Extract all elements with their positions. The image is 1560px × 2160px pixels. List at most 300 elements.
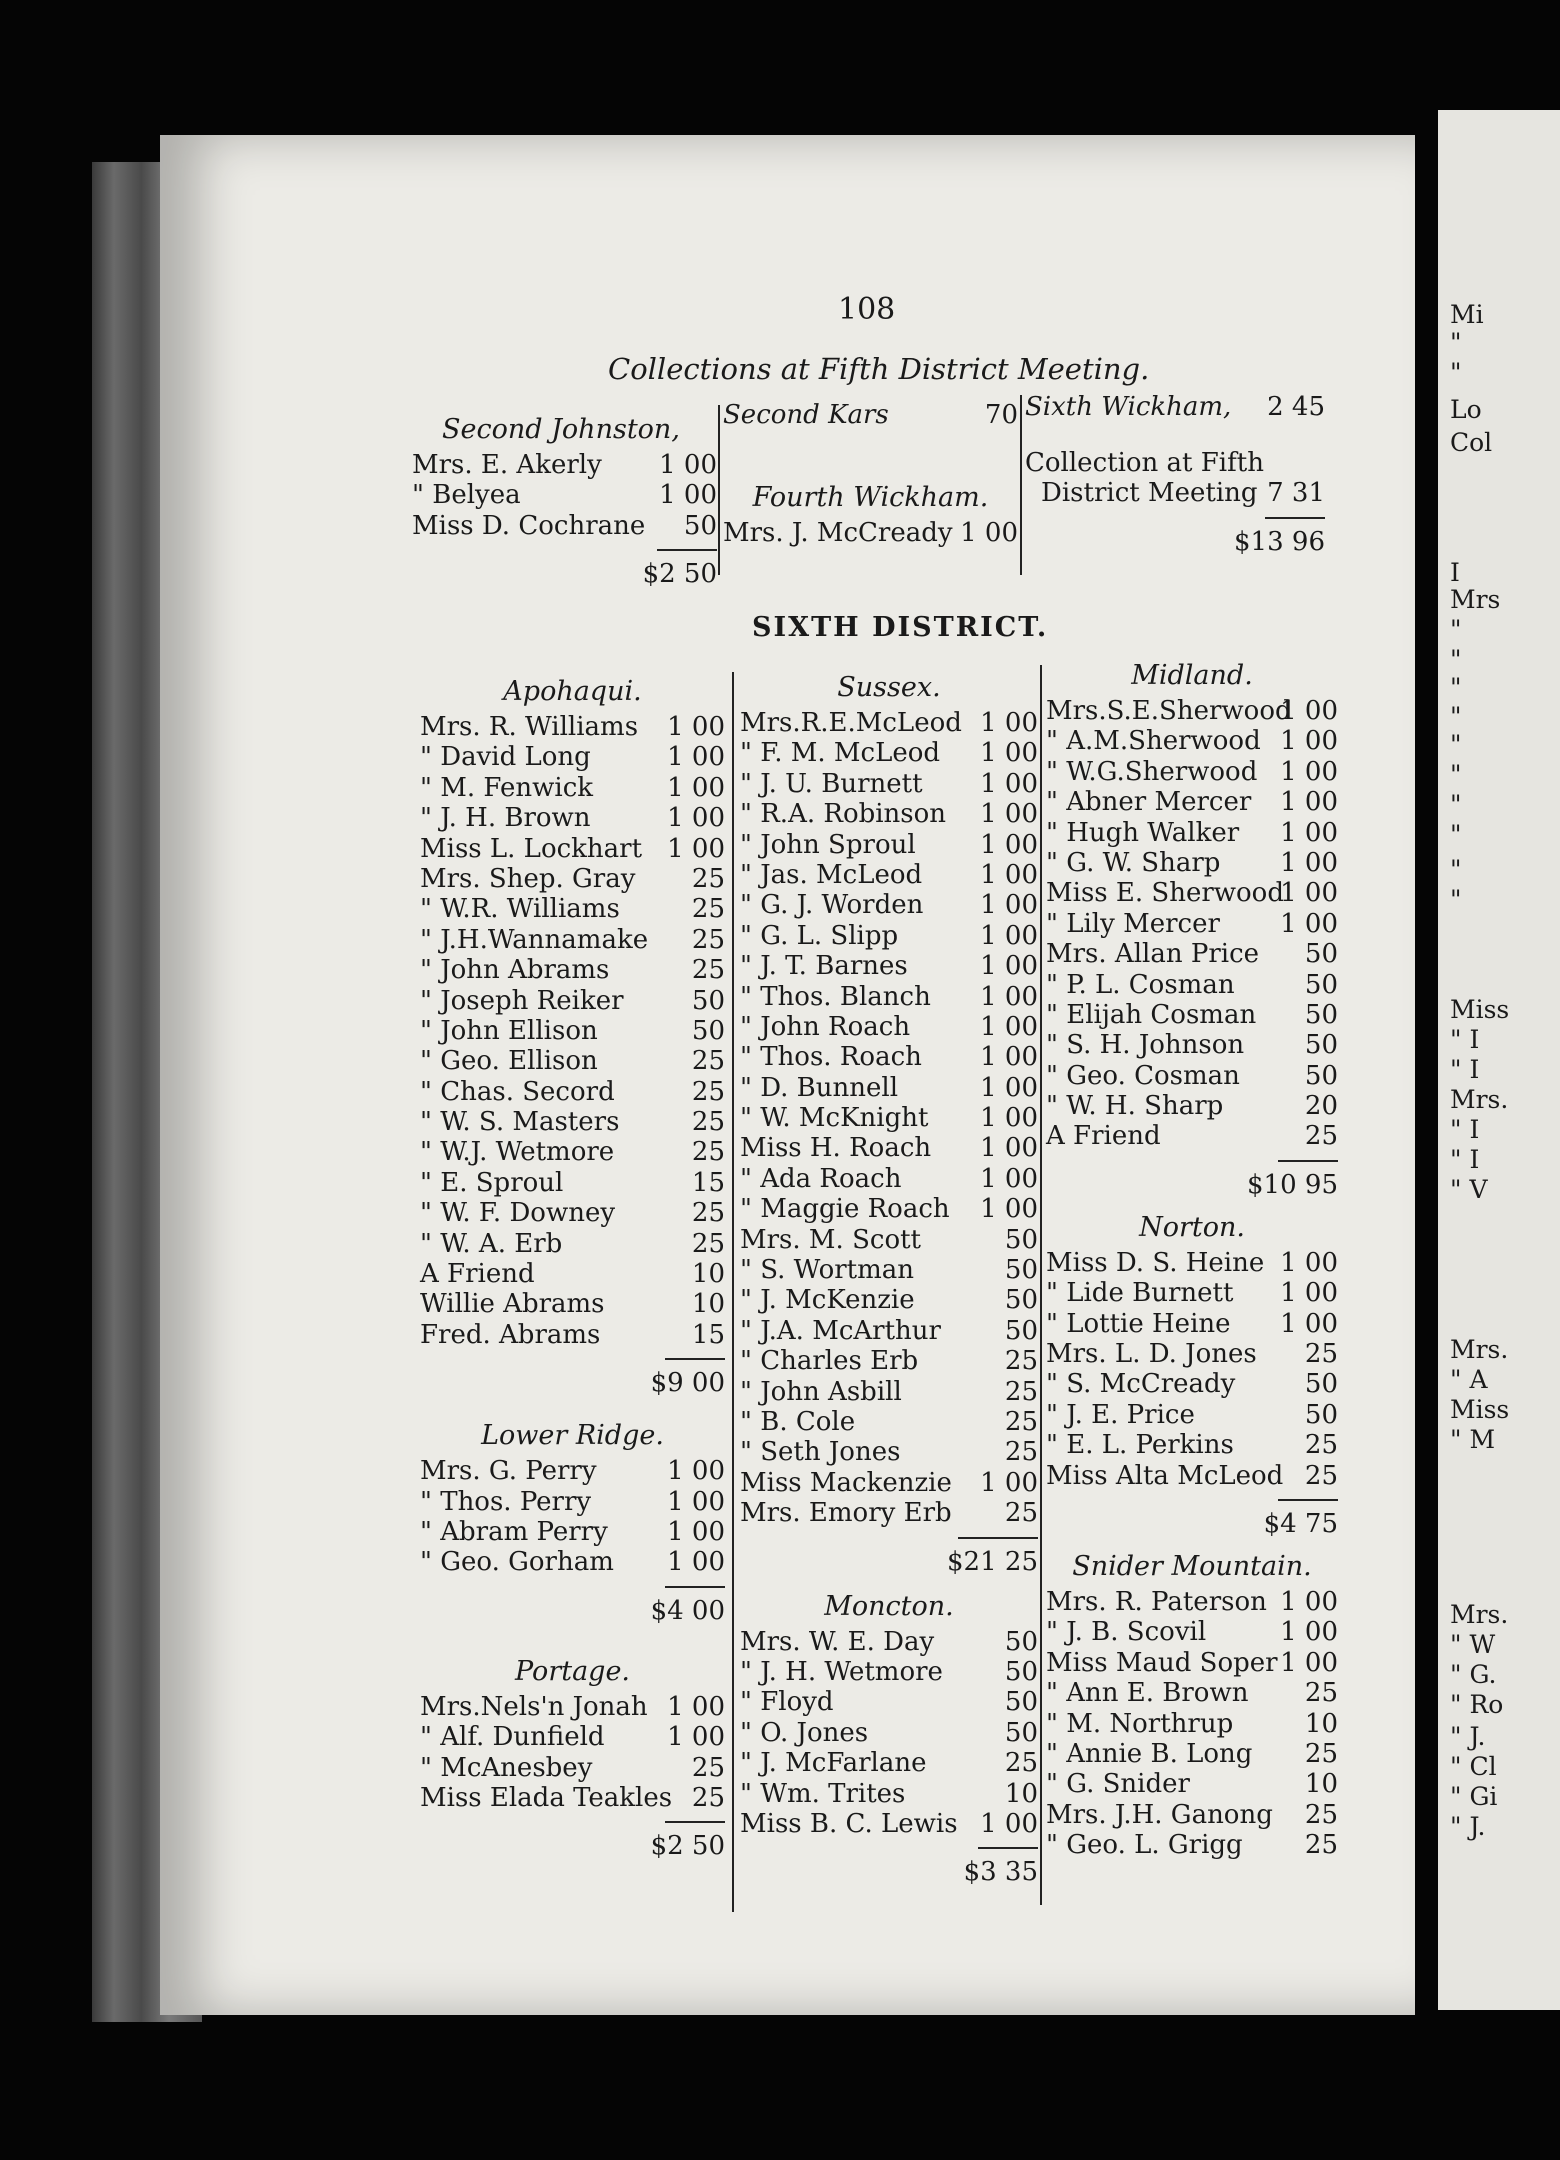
contributor-name: " Thos. Blanch <box>740 981 931 1012</box>
next-page-fragment: " J. <box>1450 1722 1486 1751</box>
entry-row <box>420 864 725 894</box>
entry-row <box>420 955 725 985</box>
lower-ridge-total <box>420 1586 725 1630</box>
entry-row <box>740 1468 1038 1498</box>
next-page-fragment: " <box>1450 328 1462 357</box>
entry-row <box>1046 1800 1338 1830</box>
contributor-name: Miss Mackenzie <box>740 1467 952 1498</box>
entry-row <box>1046 878 1338 908</box>
contribution-amount: 1 00 <box>659 480 717 511</box>
entry-row <box>740 1103 1038 1133</box>
next-page-fragment: Col <box>1450 428 1493 457</box>
contribution-amount: 50 <box>1004 1717 1038 1748</box>
total-amount: $4 75 <box>1263 1508 1338 1539</box>
contributor-name: " John Sproul <box>740 829 916 860</box>
contributor-name: " Charles Erb <box>740 1346 919 1377</box>
section-sixth-wickham <box>1025 392 1325 561</box>
entry-row <box>740 1285 1038 1315</box>
entry-row <box>1046 1278 1338 1308</box>
entry-row <box>1046 1309 1338 1339</box>
next-page-fragment: " A <box>1450 1365 1488 1394</box>
contributor-name: " Floyd <box>740 1687 834 1718</box>
contribution-amount: 25 <box>691 1752 725 1783</box>
contribution-amount: 50 <box>1004 1626 1038 1657</box>
contributor-name: " J. H. Wetmore <box>740 1656 943 1687</box>
section-title-portage: Portage. <box>514 1655 631 1687</box>
entry-row <box>740 1073 1038 1103</box>
contribution-amount: 25 <box>1304 1799 1338 1830</box>
contributor-name: " G. J. Worden <box>740 890 924 921</box>
contribution-amount: 1 00 <box>960 518 1018 548</box>
entry-row <box>420 1783 725 1813</box>
column-left <box>420 672 725 1865</box>
entry-row <box>740 1377 1038 1407</box>
contribution-amount: 1 00 <box>1280 878 1338 909</box>
next-page-fragment: " <box>1450 615 1462 644</box>
entry-row <box>1046 1678 1338 1708</box>
contributor-name: " E. Sproul <box>420 1167 564 1198</box>
next-page-fragment: " Ro <box>1450 1690 1504 1719</box>
contributor-name: " G. L. Slipp <box>740 920 899 951</box>
contributor-name: " J.H.Wannamake <box>420 924 649 955</box>
entry-row <box>740 1437 1038 1467</box>
collection-amount: 7 31 <box>1267 478 1325 509</box>
entry-row <box>740 799 1038 829</box>
contributor-name: " Geo. Ellison <box>420 1046 598 1077</box>
next-page-fragment: Miss <box>1450 1395 1510 1424</box>
contributor-name: " J. H. Brown <box>420 803 591 834</box>
contributor-name: " S. McCready <box>1046 1369 1236 1400</box>
contributor-name: " E. L. Perkins <box>1046 1430 1234 1461</box>
contributor-name: " Ada Roach <box>740 1163 902 1194</box>
contribution-amount: 15 <box>691 1319 725 1350</box>
contribution-amount: 1 00 <box>980 829 1038 860</box>
next-page-fragment: " <box>1450 885 1462 914</box>
contributor-name: " Maggie Roach <box>740 1194 950 1225</box>
contributor-name: Miss D. Cochrane <box>412 510 646 541</box>
contribution-amount: 50 <box>1004 1687 1038 1718</box>
next-page-fragment: " <box>1450 645 1462 674</box>
contribution-amount: 50 <box>1004 1255 1038 1286</box>
next-page-fragment: " <box>1450 760 1462 789</box>
next-page-fragment: Mrs <box>1450 585 1501 614</box>
next-page-fragment: " <box>1450 358 1462 387</box>
contributor-name: " W.R. Williams <box>420 894 620 925</box>
contributor-name: " Belyea <box>412 480 521 511</box>
page-number: 108 <box>838 292 896 327</box>
contribution-amount: 1 00 <box>1280 1647 1338 1678</box>
contributor-name: " W. H. Sharp <box>1046 1091 1224 1122</box>
contribution-amount: 1 00 <box>980 768 1038 799</box>
entry-row <box>740 890 1038 920</box>
entry-row <box>420 712 725 742</box>
entry-row <box>740 860 1038 890</box>
contributor-name: " Elijah Cosman <box>1046 999 1257 1030</box>
entry-row <box>420 742 725 772</box>
contributor-name: " B. Cole <box>740 1406 856 1437</box>
entry-row <box>740 1809 1038 1839</box>
entry-row <box>420 1722 725 1752</box>
section-title: Second Johnston, <box>442 414 680 445</box>
contribution-amount: 25 <box>691 1076 725 1107</box>
column-rule <box>1040 665 1042 1905</box>
contribution-amount: 50 <box>691 985 725 1016</box>
section-title-midland: Midland. <box>1131 660 1253 691</box>
entry-row <box>412 511 717 541</box>
contributor-name: " David Long <box>420 742 591 773</box>
contributor-name: " John Ellison <box>420 1015 598 1046</box>
contribution-amount: 10 <box>1004 1778 1038 1809</box>
next-page-fragment: Lo <box>1450 395 1482 424</box>
contribution-amount: 1 00 <box>1280 1586 1338 1617</box>
contributor-name: Willie Abrams <box>420 1289 605 1320</box>
entry-row <box>740 708 1038 738</box>
column-right <box>1046 656 1338 1861</box>
contribution-amount: 50 <box>1004 1315 1038 1346</box>
entry-row <box>420 1077 725 1107</box>
contribution-amount: 25 <box>1004 1346 1038 1377</box>
section-title-moncton: Moncton. <box>824 1590 954 1622</box>
contribution-amount: 25 <box>691 1046 725 1077</box>
contribution-amount: 50 <box>1004 1285 1038 1316</box>
total-amount: $2 50 <box>650 1831 725 1862</box>
next-page-edge <box>1438 110 1560 2010</box>
entry-row <box>420 1168 725 1198</box>
contribution-amount: 1 00 <box>980 1163 1038 1194</box>
contribution-amount: 1 00 <box>667 803 725 834</box>
next-page-fragment: " <box>1450 820 1462 849</box>
next-page-fragment: " W <box>1450 1630 1496 1659</box>
contribution-amount: 1 00 <box>1280 1617 1338 1648</box>
entry-row <box>740 951 1038 981</box>
contribution-amount: 1 00 <box>980 738 1038 769</box>
entry-row <box>1046 1030 1338 1060</box>
column-middle <box>740 668 1038 1891</box>
contributor-name: " W. S. Masters <box>420 1107 620 1138</box>
contributor-name: " J. U. Burnett <box>740 768 923 799</box>
contributor-name: " W.G.Sherwood <box>1046 756 1258 787</box>
next-page-fragment: " <box>1450 673 1462 702</box>
contributor-name: " Ann E. Brown <box>1046 1678 1249 1709</box>
next-page-fragment: " J. <box>1450 1812 1486 1841</box>
contributor-name: Mrs.R.E.McLeod <box>740 708 962 738</box>
contribution-amount: 1 00 <box>1280 787 1338 818</box>
entry-row <box>420 1320 725 1350</box>
entry-row <box>420 1547 725 1577</box>
contribution-amount: 25 <box>1304 1339 1338 1370</box>
sussex-total <box>740 1537 1038 1581</box>
contribution-amount: 1 00 <box>980 951 1038 982</box>
contributor-name: " A.M.Sherwood <box>1046 726 1261 757</box>
contributor-name: Mrs. M. Scott <box>740 1224 921 1255</box>
contribution-amount: 25 <box>1004 1437 1038 1468</box>
next-page-fragment: Mi <box>1450 300 1484 329</box>
entry-row <box>1046 1400 1338 1430</box>
contributor-name: Mrs. Emory Erb <box>740 1498 952 1529</box>
contributor-name: " M. Northrup <box>1046 1708 1234 1739</box>
next-page-fragment: " <box>1450 730 1462 759</box>
entry-row <box>740 738 1038 768</box>
contributor-name: Fred. Abrams <box>420 1319 601 1350</box>
contributor-name: " J. McFarlane <box>740 1748 927 1779</box>
contributor-name: " Abner Mercer <box>1046 787 1252 818</box>
entry-row <box>740 1346 1038 1376</box>
contributor-name: Miss Elada Teakles <box>420 1782 673 1813</box>
contribution-amount: 1 00 <box>980 799 1038 830</box>
entry-row <box>1046 726 1338 756</box>
entry-row <box>740 1718 1038 1748</box>
contribution-amount: 1 00 <box>980 981 1038 1012</box>
contributor-name: " W. F. Downey <box>420 1198 616 1229</box>
entry-row <box>420 1517 725 1547</box>
contributor-name: " Thos. Roach <box>740 1042 922 1073</box>
contributor-name: Miss L. Lockhart <box>420 833 643 864</box>
contributor-name: " Annie B. Long <box>1046 1738 1253 1769</box>
entry-row <box>740 769 1038 799</box>
contributor-name: Mrs. J.H. Ganong <box>1046 1799 1273 1830</box>
entry-row <box>420 1487 725 1517</box>
contribution-amount: 25 <box>1004 1406 1038 1437</box>
entry-row <box>1046 1587 1338 1617</box>
entry-row <box>420 803 725 833</box>
contributor-name: " John Roach <box>740 1011 911 1042</box>
contributor-name: " R.A. Robinson <box>740 799 947 830</box>
contribution-amount: 25 <box>1004 1376 1038 1407</box>
contribution-amount: 25 <box>691 894 725 925</box>
next-page-fragment: " Gi <box>1450 1782 1498 1811</box>
column-rule <box>1020 395 1022 575</box>
contributor-name: " Geo. L. Grigg <box>1046 1830 1243 1861</box>
contributor-name: " Geo. Gorham <box>420 1547 614 1578</box>
entry-row <box>740 1012 1038 1042</box>
contribution-amount: 10 <box>1304 1769 1338 1800</box>
entry-row <box>1046 1617 1338 1647</box>
contribution-amount: 50 <box>1304 939 1338 970</box>
contribution-amount: 1 00 <box>1280 726 1338 757</box>
contributor-name: " Joseph Reiker <box>420 985 624 1016</box>
contribution-amount: 25 <box>1304 1430 1338 1461</box>
contributor-name: Mrs.S.E.Sherwood <box>1046 696 1292 726</box>
collection-total <box>1025 517 1325 561</box>
contributor-name: Mrs. W. E. Day <box>740 1626 935 1657</box>
contribution-amount: 25 <box>691 924 725 955</box>
section-total <box>412 549 717 593</box>
contribution-amount: 50 <box>1304 1030 1338 1061</box>
contributor-name: " Lottie Heine <box>1046 1308 1231 1339</box>
contributor-name: " Wm. Trites <box>740 1778 906 1809</box>
contributor-name: " D. Bunnell <box>740 1072 899 1103</box>
next-page-fragment: " M <box>1450 1425 1496 1454</box>
entry-row <box>740 1225 1038 1255</box>
contributor-name: Miss Alta McLeod <box>1046 1460 1284 1491</box>
contributor-name: Miss E. Sherwood <box>1046 878 1284 909</box>
entry-row <box>740 1779 1038 1809</box>
contribution-amount: 25 <box>691 863 725 894</box>
contribution-amount: 10 <box>691 1259 725 1290</box>
next-page-fragment: " I <box>1450 1145 1480 1174</box>
sixth-district-heading: SIXTH DISTRICT. <box>752 612 1049 643</box>
entry-row <box>1046 1648 1338 1678</box>
entry-row <box>412 450 717 480</box>
next-page-fragment: " Cl <box>1450 1752 1497 1781</box>
contribution-amount: 1 00 <box>667 1456 725 1487</box>
norton-total <box>1046 1499 1338 1543</box>
next-page-fragment: I <box>1450 558 1460 587</box>
section-title-snider-mountain: Snider Mountain. <box>1072 1550 1312 1582</box>
sixth-wickham-title: Sixth Wickham, <box>1025 392 1232 422</box>
contribution-amount: 1 00 <box>980 1194 1038 1225</box>
contribution-amount: 25 <box>1304 1678 1338 1709</box>
entry-row <box>740 1687 1038 1717</box>
entry-row <box>1046 1061 1338 1091</box>
entry-row <box>420 773 725 803</box>
contributor-name: " Thos. Perry <box>420 1486 592 1517</box>
contribution-amount: 25 <box>1304 1830 1338 1861</box>
collection-line1: Collection at Fifth <box>1025 448 1264 478</box>
next-page-fragment: " I <box>1450 1025 1480 1054</box>
entry-row <box>1046 787 1338 817</box>
entry-row <box>740 1164 1038 1194</box>
collection-line2: District Meeting <box>1041 478 1258 509</box>
entry-row <box>420 1259 725 1289</box>
contribution-amount: 15 <box>691 1167 725 1198</box>
entry-row <box>1046 909 1338 939</box>
contributor-name: " Lily Mercer <box>1046 908 1220 939</box>
contribution-amount: 1 00 <box>667 742 725 773</box>
entry-row <box>1046 818 1338 848</box>
entry-row <box>740 1627 1038 1657</box>
next-page-fragment: Mrs. <box>1450 1085 1509 1114</box>
entry-row <box>740 1133 1038 1163</box>
contributor-name: Mrs. R. Paterson <box>1046 1586 1267 1617</box>
section-title-sussex: Sussex. <box>837 672 941 703</box>
entry-row <box>1046 848 1338 878</box>
contribution-amount: 25 <box>1004 1748 1038 1779</box>
entry-row <box>412 480 717 510</box>
next-page-fragment: Mrs. <box>1450 1600 1509 1629</box>
contributor-name: " John Abrams <box>420 955 610 986</box>
entry-row <box>420 1289 725 1319</box>
contribution-amount: 1 00 <box>980 890 1038 921</box>
contributor-name: " McAnesbey <box>420 1752 593 1783</box>
entry-row <box>420 1692 725 1722</box>
contributor-name: A Friend <box>1046 1121 1161 1152</box>
entry-row <box>740 1194 1038 1224</box>
contributor-name: Mrs. Shep. Gray <box>420 863 636 894</box>
contribution-amount: 50 <box>683 510 717 541</box>
apohaqui-total <box>420 1358 725 1402</box>
contribution-amount: 1 00 <box>980 1011 1038 1042</box>
contribution-amount: 1 00 <box>980 708 1038 738</box>
total-amount: $4 00 <box>650 1595 725 1626</box>
entry-row <box>740 921 1038 951</box>
entry-row <box>1046 1091 1338 1121</box>
column-rule <box>732 672 734 1912</box>
contribution-amount: 50 <box>1304 1369 1338 1400</box>
contribution-amount: 1 00 <box>667 772 725 803</box>
contributor-name: A Friend <box>420 1259 535 1290</box>
contributor-name: Miss Maud Soper <box>1046 1647 1278 1678</box>
entry-row <box>740 1657 1038 1687</box>
entry-row <box>420 986 725 1016</box>
total-amount: $3 35 <box>963 1857 1038 1888</box>
entry-row <box>1046 1248 1338 1278</box>
total-amount: $10 95 <box>1247 1169 1338 1200</box>
contribution-amount: 1 00 <box>980 1467 1038 1498</box>
contribution-amount: 25 <box>691 955 725 986</box>
contributor-name: " O. Jones <box>740 1717 869 1748</box>
contributor-name: " F. M. McLeod <box>740 738 941 769</box>
entry-row <box>420 894 725 924</box>
sixth-wickham-amount: 2 45 <box>1267 392 1325 422</box>
contribution-amount: 50 <box>1304 1399 1338 1430</box>
contribution-amount: 1 00 <box>1280 817 1338 848</box>
contributor-name: " W. A. Erb <box>420 1228 563 1259</box>
next-page-fragment: Miss <box>1450 995 1510 1024</box>
contributor-name: " Seth Jones <box>740 1437 901 1468</box>
contributor-name: " Chas. Secord <box>420 1076 615 1107</box>
contributor-name: " Hugh Walker <box>1046 817 1240 848</box>
entry-row <box>1046 1461 1338 1491</box>
contributor-name: " G. W. Sharp <box>1046 847 1221 878</box>
entry-row <box>420 1753 725 1783</box>
contribution-amount: 25 <box>1304 1460 1338 1491</box>
contributor-name: " P. L. Cosman <box>1046 969 1235 1000</box>
contributor-name: " Abram Perry <box>420 1516 608 1547</box>
contribution-amount: 50 <box>1304 999 1338 1030</box>
second-kars-amount: 70 <box>984 400 1018 430</box>
entry-row <box>1046 1830 1338 1860</box>
entry-row <box>740 1255 1038 1285</box>
entry-row <box>740 1042 1038 1072</box>
entry-row <box>1046 939 1338 969</box>
entry-row <box>420 834 725 864</box>
contribution-amount: 1 00 <box>980 1072 1038 1103</box>
section-title-apohaqui: Apohaqui. <box>503 676 642 707</box>
entry-row <box>420 1229 725 1259</box>
contribution-amount: 50 <box>1004 1224 1038 1255</box>
contribution-amount: 25 <box>691 1782 725 1813</box>
entry-row <box>420 925 725 955</box>
contribution-amount: 50 <box>1304 1060 1338 1091</box>
entry-row <box>420 1016 725 1046</box>
entry-row <box>740 1498 1038 1528</box>
entry-row <box>1046 1769 1338 1799</box>
contribution-amount: 25 <box>1004 1498 1038 1529</box>
total-amount: $13 96 <box>1234 526 1325 557</box>
contribution-amount: 10 <box>691 1289 725 1320</box>
entry-row <box>420 1107 725 1137</box>
contribution-amount: 1 00 <box>980 1133 1038 1164</box>
contributor-name: " J. McKenzie <box>740 1285 915 1316</box>
contribution-amount: 1 00 <box>667 712 725 742</box>
contributor-name: " S. H. Johnson <box>1046 1030 1245 1061</box>
contributor-name: " J. B. Scovil <box>1046 1617 1207 1648</box>
section-title-lower-ridge: Lower Ridge. <box>481 1420 664 1452</box>
entry-row <box>1046 1121 1338 1151</box>
contributor-name: " S. Wortman <box>740 1255 915 1286</box>
entry-row <box>740 1748 1038 1778</box>
contributor-name: " Geo. Cosman <box>1046 1060 1240 1091</box>
contributor-name: Mrs. J. McCready <box>723 518 953 548</box>
contributor-name: Mrs. R. Williams <box>420 712 639 742</box>
next-page-fragment: " <box>1450 855 1462 884</box>
contribution-amount: 20 <box>1304 1091 1338 1122</box>
entry-row <box>1046 1739 1338 1769</box>
section-second-kars <box>723 400 1018 548</box>
entry-row <box>1046 1339 1338 1369</box>
contributor-name: " J. T. Barnes <box>740 951 908 982</box>
